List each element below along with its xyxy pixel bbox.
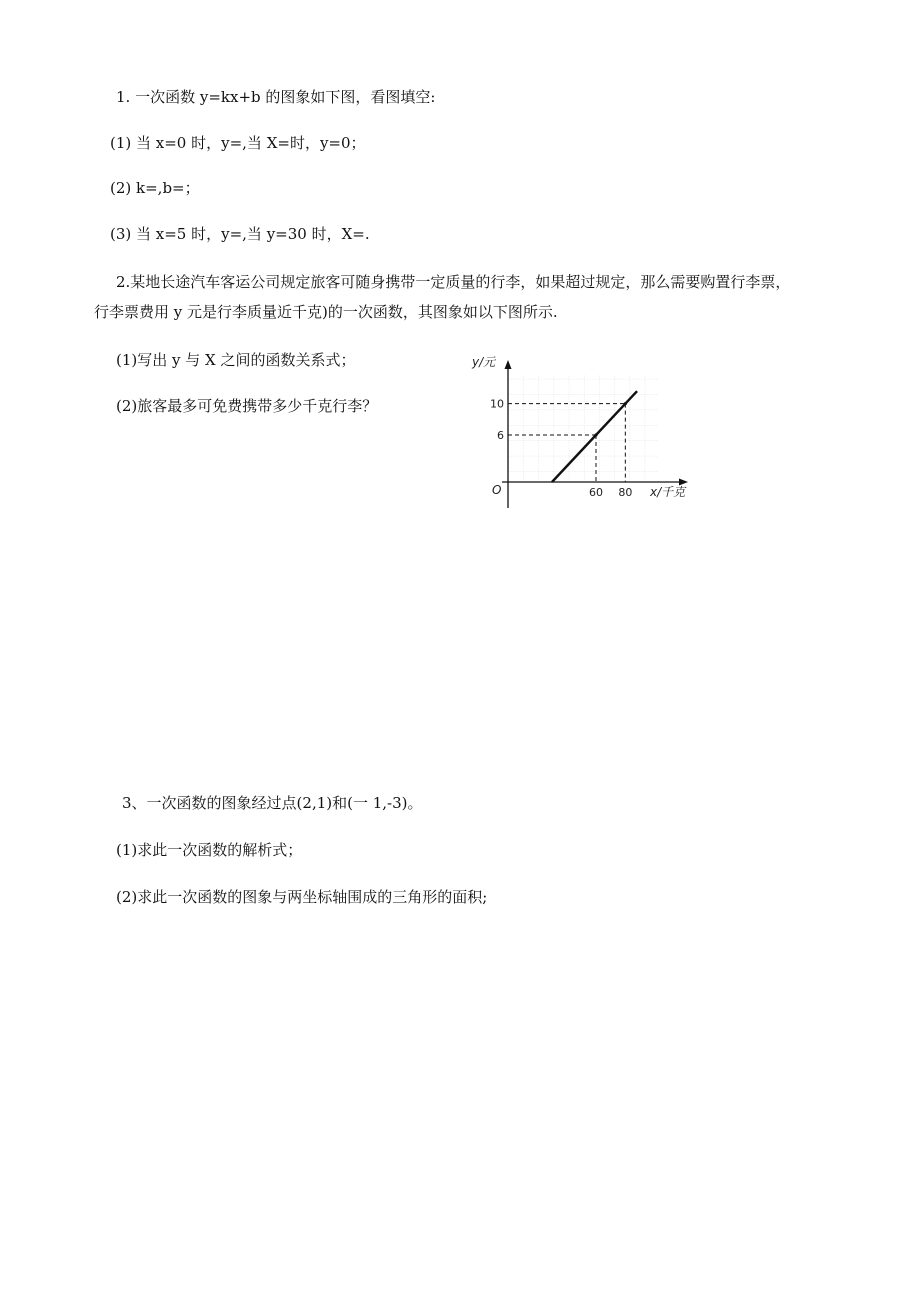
y-tick-label-6: 6: [497, 429, 504, 442]
x-tick-label-80: 80: [618, 486, 633, 499]
grid-background: [508, 374, 658, 482]
y-axis-arrow: [505, 360, 512, 369]
function-graph: [462, 348, 702, 516]
q3-title: 3、一次函数的图象经过点(2,1)和(一 1,-3)。: [122, 794, 423, 812]
q2-sub-question-1: (1)写出 y 与 X 之间的函数关系式；: [116, 351, 356, 369]
q1-part-2: (2) k=,b=；: [110, 179, 200, 197]
x-tick-label-60: 60: [589, 486, 603, 499]
q1-part-3: (3) 当 x=5 时，y=,当 y=30 时，X=.: [110, 225, 370, 243]
q3-sub-question-2: (2)求此一次函数的图象与两坐标轴围成的三角形的面积;: [116, 888, 488, 906]
q3-sub-question-1: (1)求此一次函数的解析式；: [116, 841, 303, 859]
x-axis-label: x/千克: [650, 485, 686, 499]
origin-label: O: [492, 483, 502, 497]
data-point-0: [594, 433, 597, 436]
y-axis-label: y/元: [472, 355, 496, 369]
q2-statement-line-1: 2.某地长途汽车客运公司规定旅客可随身携带一定质量的行李，如果超过规定，那么需要购置行李票，: [116, 273, 791, 291]
data-point-1: [624, 402, 627, 405]
q2-statement-line-2: 行李票费用 y 元是行李质量近千克)的一次函数，其图象如以下图所示.: [94, 303, 558, 321]
q1-part-1: (1) 当 x=0 时，y=,当 X=时，y=0；: [110, 134, 366, 152]
y-tick-label-10: 10: [490, 397, 504, 411]
q1-title: 1. 一次函数 y=kx+b 的图象如下图，看图填空:: [116, 88, 436, 106]
q2-sub-question-2: (2)旅客最多可免费携带多少千克行李？: [116, 397, 378, 415]
